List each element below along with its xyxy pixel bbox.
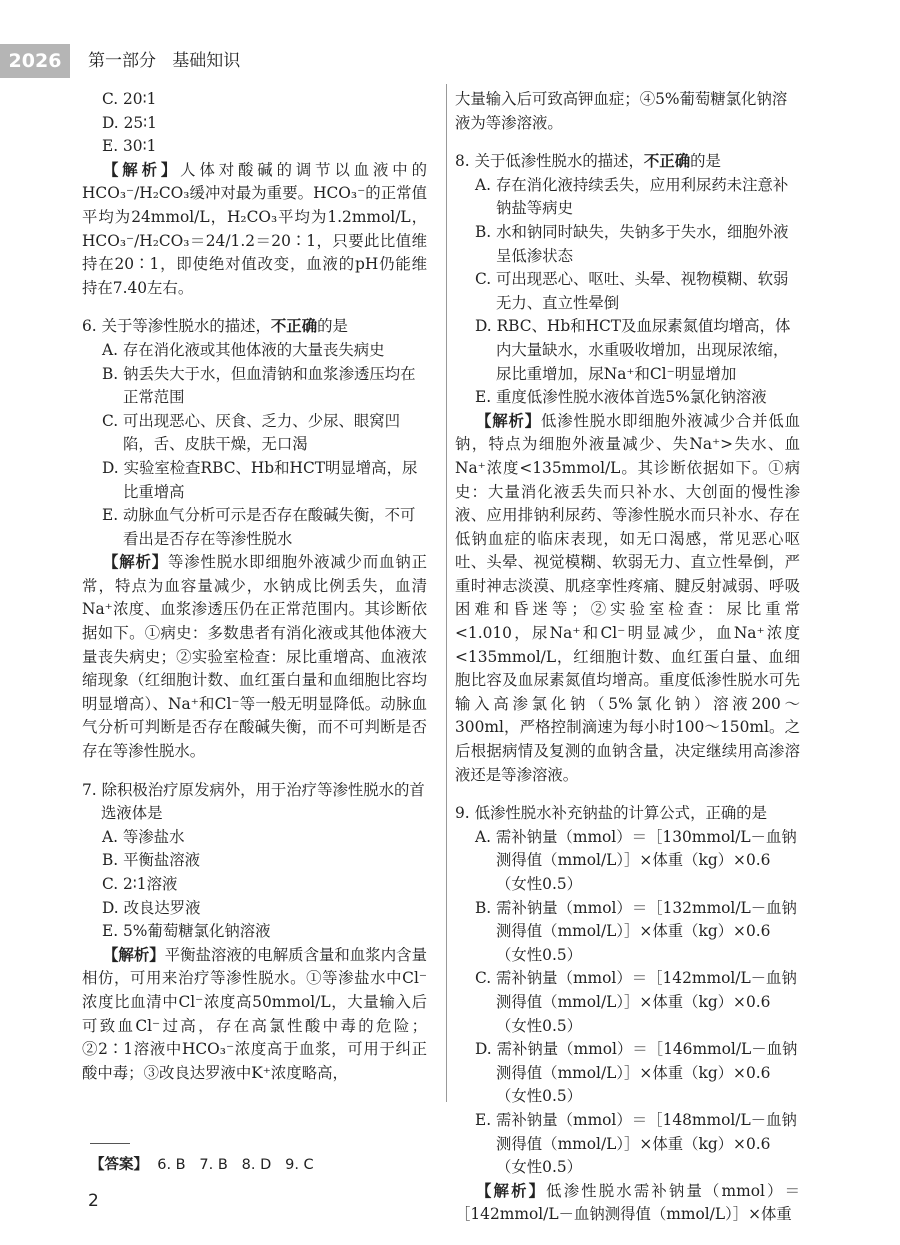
explanation-label: 【解析】 xyxy=(476,411,541,430)
explanation-text: 等渗性脱水即细胞外液减少而血钠正常，特点为血容量减少，水钠成比例丢失，血清Na⁺浓度、血浆渗透压仍在正常范围内。其诊断依据如下。①病史：多数患者有消化液或其他体液大量丧失病史；②实验室检查：尿比重增高、血液浓缩现象（红细胞计数、血红蛋白量和血细胞比容均明显增高）、Na⁺和Cl⁻等一般无明显降低。动脉血气分析可判断是否存在酸碱失衡，而不可判断是否存在等渗性脱水。 xyxy=(82,553,427,761)
explanation-text: 平衡盐溶液的电解质含量和血浆内含量相仿，可用来治疗等渗性脱水。①等渗盐水中Cl⁻浓度比血清中Cl⁻浓度高50mmol/L，大量输入后可致血Cl⁻过高，存在高氯性酸中毒的危险；②2∶1溶液中HCO₃⁻浓度高于血浆，可用于纠正酸中毒；③改良达罗液中K⁺浓度略高， xyxy=(82,945,427,1082)
option: E. 重度低渗性脱水液体首选5%氯化钠溶液 xyxy=(475,388,767,407)
question-stem: 7. 除积极治疗原发病外，用于治疗等渗性脱水的首选液体是 xyxy=(82,780,425,823)
answer-key-values: 6. B 7. B 8. D 9. C xyxy=(157,1157,314,1173)
option: E. 5%葡萄糖氯化钠溶液 xyxy=(102,922,271,941)
option: C. 可出现恶心、呕吐、头晕、视物模糊、软弱无力、直立性晕倒 xyxy=(475,270,789,312)
explanation xyxy=(82,159,427,301)
explanation-label: 【解析】 xyxy=(103,553,168,572)
page-header xyxy=(0,44,900,78)
option: B. 需补钠量（mmol）＝［132mmol/L－血钠测得值（mmol/L）］×体重（kg）×0.6（女性0.5） xyxy=(475,898,797,964)
part-title: 第一部分 基础知识 xyxy=(88,51,241,71)
question-7-tail xyxy=(455,88,800,135)
answer-key xyxy=(90,1153,314,1174)
option: B. 平衡盐溶液 xyxy=(102,851,201,870)
explanation-label: 【解析】 xyxy=(103,160,181,179)
page-number: 2 xyxy=(88,1191,99,1211)
option: D. 改良达罗液 xyxy=(102,898,201,917)
explanation-continued: 大量输入后可致高钾血症；④5%葡萄糖氯化钠溶液为等渗溶液。 xyxy=(455,90,788,132)
question-6 xyxy=(82,315,427,763)
option: A. 需补钠量（mmol）＝［130mmol/L－血钠测得值（mmol/L）］×体重（kg）×0.6（女性0.5） xyxy=(475,827,797,893)
option: A. 等渗盐水 xyxy=(102,827,185,846)
option: D. 25∶1 xyxy=(102,113,157,132)
question-7 xyxy=(82,779,427,1086)
explanation-text: 低渗性脱水需补钠量（mmol）＝［142mmol/L－血钠测得值（mmol/L）］×体重 xyxy=(455,1181,800,1224)
option: E. 30∶1 xyxy=(102,137,157,156)
option: B. 钠丢失大于水，但血清钠和血浆渗透压均在正常范围 xyxy=(102,364,416,407)
option: B. 水和钠同时缺失，失钠多于失水，细胞外液呈低渗状态 xyxy=(475,222,789,265)
explanation-label: 【解析】 xyxy=(476,1181,547,1200)
explanation-text: 人体对酸碱的调节以血液中的HCO₃⁻/H₂CO₃缓冲对最为重要。HCO₃⁻的正常值平均为24mmol/L，H₂CO₃平均为1.2mmol/L，HCO₃⁻/H₂CO₃＝24/1.2＝20∶1，只要此比值维持在20∶1，即使绝对值改变，血液的pH仍能维持在7.40左右。 xyxy=(82,160,427,297)
explanation-label: 【解析】 xyxy=(103,945,165,964)
option: A. 存在消化液或其他体液的大量丧失病史 xyxy=(102,340,385,359)
explanation xyxy=(82,551,427,763)
question-stem: 6. 关于等渗性脱水的描述，不正确的是 xyxy=(82,317,348,336)
explanation-text: 低渗性脱水即细胞外液减少合并低血钠，特点为细胞外液量减少、失Na⁺>失水、血Na⁺浓度<135mmol/L。其诊断依据如下。①病史：大量消化液丢失而只补水、大创面的慢性渗液、应用排钠利尿药、等渗性脱水而只补水、存在低钠血症的临床表现，如无口渴感，常见恶心呕吐、头晕、视觉模糊、软弱无力、直立性晕倒，严重时神志淡漠、肌痉挛性疼痛、腱反射减弱、呼吸困难和昏迷等；②实验室检查：尿比重常<1.010，尿Na⁺和Cl⁻明显减少，血Na⁺浓度<135mmol/L，红细胞计数、血红蛋白量、血细胞比容及血尿素氮值均增高。重度低渗性脱水可先输入高渗氯化钠（5%氯化钠）溶液200～300ml，严格控制滴速为每小时100～150ml。之后根据病情及复测的血钠含量，决定继续用高渗溶液还是等渗溶液。 xyxy=(455,411,800,784)
question-9 xyxy=(455,802,800,1227)
question-5-tail xyxy=(82,88,427,300)
option: C. 需补钠量（mmol）＝［142mmol/L－血钠测得值（mmol/L）］×体重（kg）×0.6（女性0.5） xyxy=(475,969,797,1035)
explanation xyxy=(455,1180,800,1227)
footer-rule xyxy=(90,1143,130,1144)
left-column xyxy=(82,88,427,1085)
question-stem: 8. 关于低渗性脱水的描述，不正确的是 xyxy=(455,152,721,171)
question-8 xyxy=(455,150,800,787)
option: A. 存在消化液持续丢失，应用利尿药未注意补钠盐等病史 xyxy=(475,175,789,218)
explanation xyxy=(455,410,800,788)
column-divider xyxy=(446,84,447,1102)
option: E. 需补钠量（mmol）＝［148mmol/L－血钠测得值（mmol/L）］×体重（kg）×0.6（女性0.5） xyxy=(475,1110,797,1177)
option: C. 20∶1 xyxy=(102,90,157,108)
answer-key-label: 【答案】 xyxy=(90,1157,148,1173)
option: C. 2∶1溶液 xyxy=(102,875,178,893)
option: D. 实验室检查RBC、Hb和HCT明显增高，尿比重增高 xyxy=(102,458,418,501)
option: E. 动脉血气分析可示是否存在酸碱失衡，不可看出是否存在等渗性脱水 xyxy=(102,506,416,548)
year-badge: 2026 xyxy=(0,44,70,78)
explanation xyxy=(82,944,427,1086)
question-stem: 9. 低渗性脱水补充钠盐的计算公式，正确的是 xyxy=(455,804,768,823)
option: D. 需补钠量（mmol）＝［146mmol/L－血钠测得值（mmol/L）］×体重（kg）×0.6（女性0.5） xyxy=(475,1040,798,1106)
option: C. 可出现恶心、厌食、乏力、少尿、眼窝凹陷，舌、皮肤干燥，无口渴 xyxy=(102,411,401,454)
option: D. RBC、Hb和HCT及血尿素氮值均增高，体内大量缺水，水重吸收增加，出现尿浓缩，尿比重增加，尿Na⁺和Cl⁻明显增加 xyxy=(475,317,791,383)
right-column xyxy=(455,88,800,1227)
